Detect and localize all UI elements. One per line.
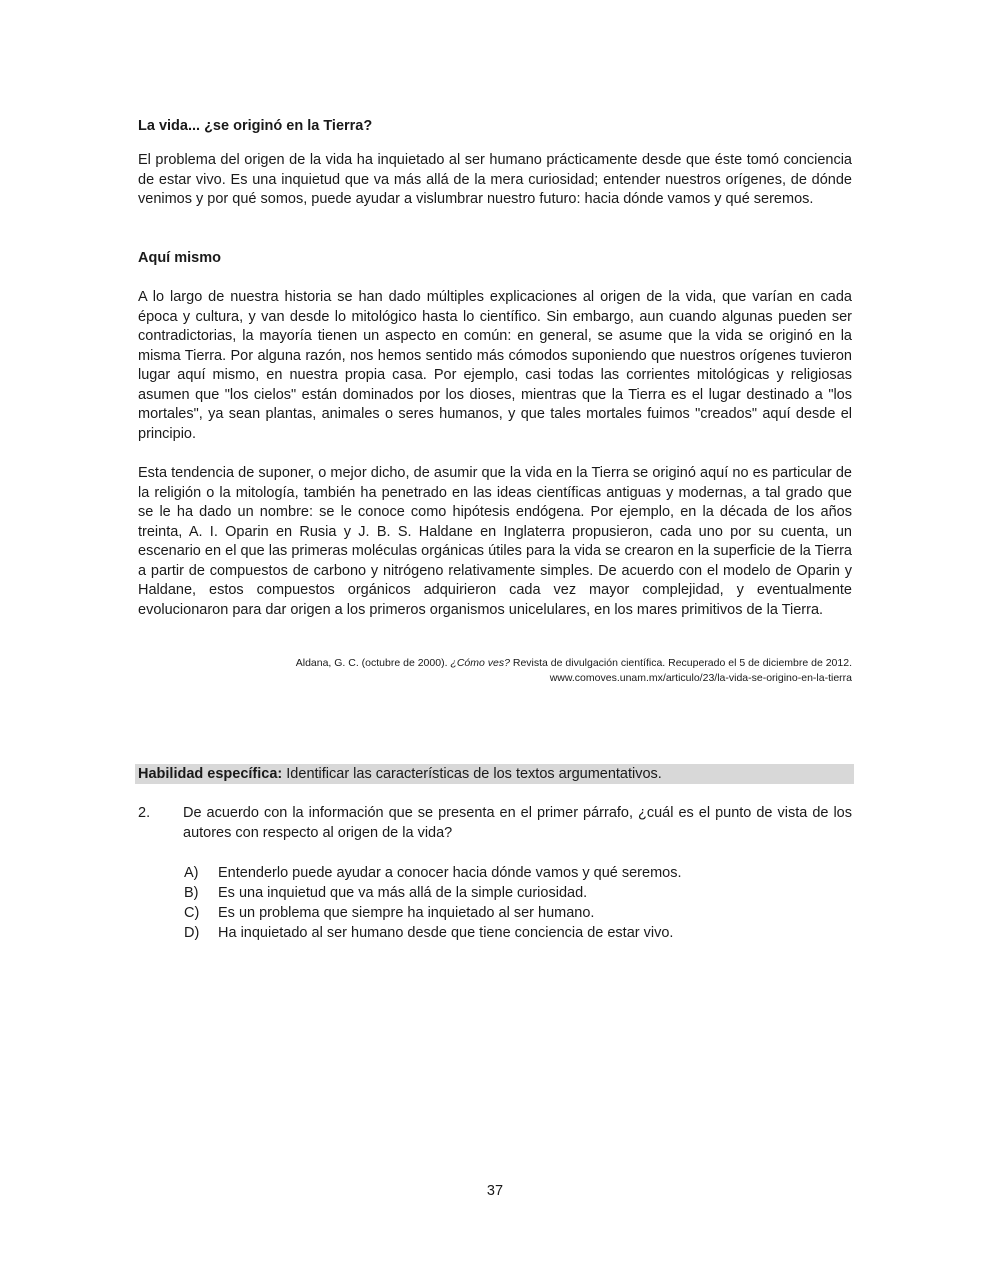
option-text: Entenderlo puede ayudar a conocer hacia dónde vamos y qué seremos. xyxy=(218,865,682,881)
question-text: De acuerdo con la información que se presenta en el primer párrafo, ¿cuál es el punto de vista de los autores con respecto al origen de la vida? xyxy=(183,805,852,841)
option-text: Ha inquietado al ser humano desde que tiene conciencia de estar vivo. xyxy=(218,925,674,941)
skill-banner xyxy=(135,764,854,784)
citation-rest: Revista de divulgación científica. Recuperado el 5 de diciembre de 2012. xyxy=(512,657,852,669)
option-text: Es una inquietud que va más allá de la simple curiosidad. xyxy=(218,885,588,901)
skill-text: Identificar las características de los textos argumentativos. xyxy=(286,766,662,782)
article-title: La vida... ¿se originó en la Tierra? xyxy=(138,118,373,134)
citation-magazine: ¿Cómo ves? xyxy=(450,657,510,669)
body-paragraph-2: Esta tendencia de suponer, o mejor dicho, de asumir que la vida en la Tierra se originó aquí no es particular de la religión o la mitología, también ha penetrado en las ideas científicas antiguas y modernas, a tal grado que se le ha dado un nombre: se le conoce como hipótesis endógena. Por ejemplo, en la década de los años treinta, A. I. Oparin en Rusia y J. B. S. Haldane en Inglaterra propusieron, cada uno por su cuenta, un escenario en el que las primeras moléculas orgánicas útiles para la vida se crearon en la superficie de la Tierra a partir de compuestos de carbono y nitrógeno relativamente simples. De acuerdo con el modelo de Oparin y Haldane, estos compuestos orgánicos adquirieron cada vez mayor complejidad, y eventualmente evolucionaron para dar origen a los primeros organismos unicelulares, en los mares primitivos de la Tierra. xyxy=(138,465,852,618)
citation-url: www.comoves.unam.mx/articulo/23/la-vida-se-origino-en-la-tierra xyxy=(549,672,852,684)
intro-paragraph: El problema del origen de la vida ha inquietado al ser humano prácticamente desde que éste tomó conciencia de estar vivo. Es una inquietud que va más allá de la mera curiosidad; entender nuestros orígenes, de dónde venimos y por qué somos, puede ayudar a vislumbrar nuestro futuro: hacia dónde vamos y qué seremos. xyxy=(138,152,852,207)
option-b[interactable] xyxy=(184,883,587,903)
page-number: 37 xyxy=(486,1183,504,1199)
option-letter: B) xyxy=(184,885,199,901)
option-letter: C) xyxy=(184,905,200,921)
option-a[interactable] xyxy=(184,863,682,883)
citation xyxy=(138,656,852,686)
option-d[interactable] xyxy=(184,923,673,943)
option-letter: A) xyxy=(184,865,199,881)
citation-line-1 xyxy=(138,656,852,671)
option-c[interactable] xyxy=(184,903,594,923)
skill-label: Habilidad específica: xyxy=(138,766,283,782)
citation-author: Aldana, G. C. (octubre de 2000). xyxy=(295,657,448,669)
body-paragraph-1: A lo largo de nuestra historia se han dado múltiples explicaciones al origen de la vida, que varían en cada época y cultura, y van desde lo mitológico hasta lo científico. Sin embargo, aun cuando algunas pueden ser contradictorias, la mayoría tienen un aspecto en común: en general, se asume que la vida se originó en la misma Tierra. Por alguna razón, nos hemos sentido más cómodos suponiendo que nuestros orígenes tuvieron lugar aquí mismo, en nuestra propia casa. Por ejemplo, casi todas las corrientes mitológicas y religiosas asumen que "los cielos" están dominados por los dioses, mientras que la Tierra es el lugar destinado a "los mortales", ya sean plantas, animales o seres humanos, y que tales mortales fuimos "creados" aquí desde el principio. xyxy=(138,289,852,442)
option-letter: D) xyxy=(184,925,200,941)
section-subtitle: Aquí mismo xyxy=(138,250,221,266)
option-text: Es un problema que siempre ha inquietado al ser humano. xyxy=(218,905,595,921)
question-number: 2. xyxy=(138,805,151,821)
